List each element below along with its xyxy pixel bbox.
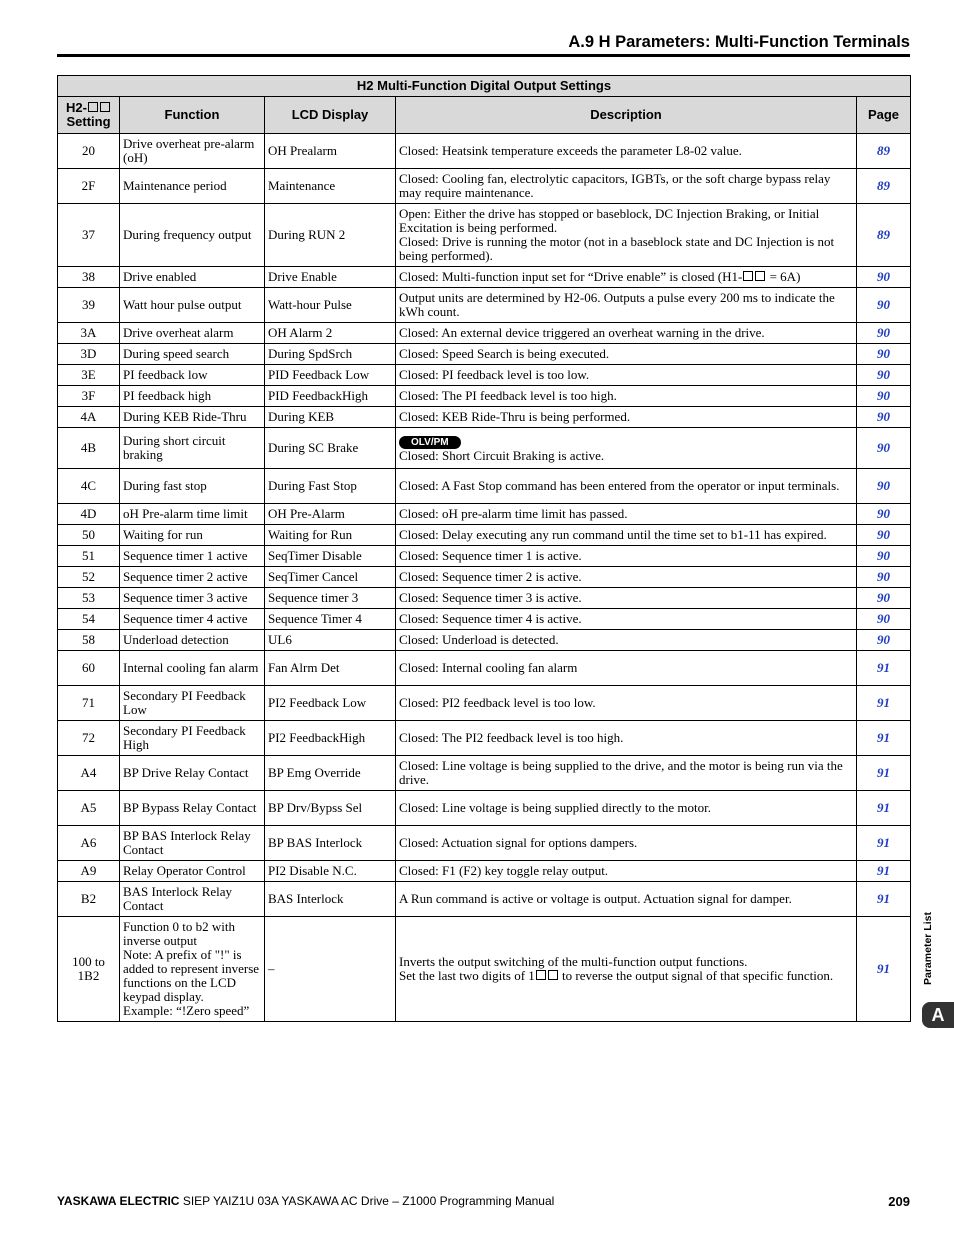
page-link[interactable]: 90 [857, 428, 911, 469]
description-cell: Closed: Sequence timer 3 is active. [396, 588, 857, 609]
function-cell: Drive overheat alarm [120, 323, 265, 344]
description-cell: Closed: Heatsink temperature exceeds the parameter L8-02 value. [396, 134, 857, 169]
table-row [58, 651, 911, 686]
page-link[interactable]: 91 [857, 756, 911, 791]
col-function: Function [120, 97, 265, 134]
lcd-cell: Waiting for Run [265, 525, 396, 546]
function-cell: Sequence timer 3 active [120, 588, 265, 609]
table-row [58, 204, 911, 267]
lcd-cell: During SpdSrch [265, 344, 396, 365]
function-cell: Relay Operator Control [120, 861, 265, 882]
page-link[interactable]: 91 [857, 791, 911, 826]
page-link[interactable]: 91 [857, 826, 911, 861]
function-cell: During fast stop [120, 469, 265, 504]
table-row [58, 267, 911, 288]
lcd-cell: SeqTimer Cancel [265, 567, 396, 588]
description-cell [396, 917, 857, 1022]
page-number: 209 [888, 1194, 910, 1209]
description-cell: Closed: The PI2 feedback level is too high. [396, 721, 857, 756]
page-link[interactable]: 90 [857, 588, 911, 609]
function-cell: Secondary PI Feedback High [120, 721, 265, 756]
description-cell: Closed: oH pre-alarm time limit has passed. [396, 504, 857, 525]
description-closed: Closed: Drive is running the motor (not in a baseblock state and DC Injection is not being performed). [399, 234, 835, 263]
table-row [58, 134, 911, 169]
description-cell: A Run command is active or voltage is output. Actuation signal for damper. [396, 882, 857, 917]
function-cell: Underload detection [120, 630, 265, 651]
setting-cell: 4A [58, 407, 120, 428]
setting-cell: 4D [58, 504, 120, 525]
description-cell: Closed: PI feedback level is too low. [396, 365, 857, 386]
lcd-cell: Fan Alrm Det [265, 651, 396, 686]
page-link[interactable]: 90 [857, 365, 911, 386]
page-link[interactable]: 91 [857, 721, 911, 756]
function-cell: BAS Interlock Relay Contact [120, 882, 265, 917]
table-row [58, 288, 911, 323]
setting-cell: A5 [58, 791, 120, 826]
function-cell [120, 917, 265, 1022]
setting-cell: A6 [58, 826, 120, 861]
function-cell: Maintenance period [120, 169, 265, 204]
page-link[interactable]: 90 [857, 567, 911, 588]
col-setting [58, 97, 120, 134]
footer-manual: SIEP YAIZ1U 03A YASKAWA AC Drive – Z1000 Programming Manual [182, 1194, 555, 1208]
description-cell: Closed: Cooling fan, electrolytic capacitors, IGBTs, or the soft charge bypass relay may require maintenance. [396, 169, 857, 204]
page-link[interactable]: 90 [857, 609, 911, 630]
page-link[interactable]: 90 [857, 469, 911, 504]
setting-cell: 51 [58, 546, 120, 567]
function-cell: Waiting for run [120, 525, 265, 546]
description-part: Closed: Multi-function input set for “Drive enable” is closed (H1- [399, 269, 743, 284]
function-cell: Drive enabled [120, 267, 265, 288]
lcd-cell: BP Emg Override [265, 756, 396, 791]
lcd-cell: PID FeedbackHigh [265, 386, 396, 407]
appendix-tab[interactable]: A [922, 1002, 954, 1028]
function-cell: During KEB Ride-Thru [120, 407, 265, 428]
placeholder-square-icon [100, 102, 110, 112]
placeholder-square-icon [743, 271, 753, 281]
description-open: Open: Either the drive has stopped or baseblock, DC Injection Braking, or Initial Excitation is being performed. [399, 206, 820, 235]
lcd-cell: BAS Interlock [265, 882, 396, 917]
table-row [58, 469, 911, 504]
table-row [58, 630, 911, 651]
setting-cell: 3D [58, 344, 120, 365]
table-row [58, 567, 911, 588]
function-cell: Secondary PI Feedback Low [120, 686, 265, 721]
lcd-cell: BP Drv/Bypss Sel [265, 791, 396, 826]
setting-cell: 4B [58, 428, 120, 469]
lcd-cell: Drive Enable [265, 267, 396, 288]
function-note: Note: A prefix of "!" is added to represent inverse functions on the LCD keypad display. [123, 947, 260, 1004]
lcd-cell: Watt-hour Pulse [265, 288, 396, 323]
setting-cell: 39 [58, 288, 120, 323]
description-cell: Closed: KEB Ride-Thru is being performed. [396, 407, 857, 428]
page-link[interactable]: 91 [857, 882, 911, 917]
setting-cell: 2F [58, 169, 120, 204]
page-footer [57, 1194, 910, 1208]
function-cell: Sequence timer 4 active [120, 609, 265, 630]
setting-cell: 53 [58, 588, 120, 609]
table-row [58, 882, 911, 917]
description-cell: Closed: Internal cooling fan alarm [396, 651, 857, 686]
table-row [58, 344, 911, 365]
function-text: Function 0 to b2 with inverse output [123, 919, 235, 948]
lcd-cell: During KEB [265, 407, 396, 428]
page-link[interactable]: 91 [857, 686, 911, 721]
lcd-cell: During RUN 2 [265, 204, 396, 267]
page-link[interactable]: 90 [857, 344, 911, 365]
function-cell: PI feedback low [120, 365, 265, 386]
lcd-cell: During SC Brake [265, 428, 396, 469]
lcd-cell: OH Pre-Alarm [265, 504, 396, 525]
description-cell: Closed: Delay executing any run command until the time set to b1-11 has expired. [396, 525, 857, 546]
lcd-cell: OH Prealarm [265, 134, 396, 169]
setting-cell: B2 [58, 882, 120, 917]
table-row [58, 756, 911, 791]
page-link[interactable]: 91 [857, 917, 911, 1022]
function-cell: BP Drive Relay Contact [120, 756, 265, 791]
function-cell: BP Bypass Relay Contact [120, 791, 265, 826]
description-cell: Closed: An external device triggered an overheat warning in the drive. [396, 323, 857, 344]
table-row [58, 365, 911, 386]
header-rule [57, 54, 910, 57]
table-row [58, 791, 911, 826]
table-row [58, 609, 911, 630]
table-row [58, 686, 911, 721]
footer-brand: YASKAWA ELECTRIC [57, 1194, 180, 1208]
function-cell: During short circuit braking [120, 428, 265, 469]
setting-cell: 50 [58, 525, 120, 546]
setting-cell: 37 [58, 204, 120, 267]
function-example: Example: “!Zero speed” [123, 1003, 250, 1018]
table-row [58, 917, 911, 1022]
placeholder-square-icon [88, 102, 98, 112]
lcd-cell: UL6 [265, 630, 396, 651]
page-link[interactable]: 90 [857, 504, 911, 525]
olv-pm-badge: OLV/PM [399, 436, 461, 449]
description-text: Inverts the output switching of the multi-function output functions. [399, 954, 748, 969]
h2-output-settings-table [57, 75, 911, 1022]
description-cell: Closed: F1 (F2) key toggle relay output. [396, 861, 857, 882]
col-page: Page [857, 97, 911, 134]
table-row [58, 504, 911, 525]
setting-cell: 60 [58, 651, 120, 686]
setting-cell: 20 [58, 134, 120, 169]
lcd-cell: During Fast Stop [265, 469, 396, 504]
function-cell: Internal cooling fan alarm [120, 651, 265, 686]
setting-cell: 3A [58, 323, 120, 344]
page-link[interactable]: 90 [857, 630, 911, 651]
setting-cell: A9 [58, 861, 120, 882]
description-cell [396, 267, 857, 288]
lcd-cell: Sequence Timer 4 [265, 609, 396, 630]
lcd-cell: PI2 Feedback Low [265, 686, 396, 721]
description-cell: Closed: PI2 feedback level is too low. [396, 686, 857, 721]
description-cell: Output units are determined by H2-06. Outputs a pulse every 200 ms to indicate the kWh count. [396, 288, 857, 323]
lcd-cell: PI2 FeedbackHigh [265, 721, 396, 756]
description-text: Closed: Short Circuit Braking is active. [399, 447, 605, 463]
table-row [58, 721, 911, 756]
description-cell: Closed: Line voltage is being supplied directly to the motor. [396, 791, 857, 826]
description-cell: Closed: The PI feedback level is too high. [396, 386, 857, 407]
page-link[interactable]: 89 [857, 169, 911, 204]
setting-suffix: Setting [66, 114, 111, 129]
section-title: A.9 H Parameters: Multi-Function Terminals [568, 33, 910, 51]
function-cell: Watt hour pulse output [120, 288, 265, 323]
setting-cell: A4 [58, 756, 120, 791]
description-cell: Closed: Line voltage is being supplied to the drive, and the motor is being run via the drive. [396, 756, 857, 791]
table-row [58, 588, 911, 609]
table-row [58, 525, 911, 546]
description-part: to reverse the output signal of that specific function. [558, 968, 834, 983]
table-row [58, 386, 911, 407]
setting-cell: 3F [58, 386, 120, 407]
table-caption: H2 Multi-Function Digital Output Settings [58, 76, 911, 97]
lcd-cell: SeqTimer Disable [265, 546, 396, 567]
setting-cell: 4C [58, 469, 120, 504]
table-row [58, 826, 911, 861]
page-link[interactable]: 90 [857, 323, 911, 344]
function-cell: BP BAS Interlock Relay Contact [120, 826, 265, 861]
page-link[interactable]: 90 [857, 407, 911, 428]
table-row [58, 428, 911, 469]
description-cell [396, 204, 857, 267]
description-part: = 6A) [766, 269, 801, 284]
lcd-cell: Sequence timer 3 [265, 588, 396, 609]
page-link[interactable]: 90 [857, 267, 911, 288]
description-cell: Closed: A Fast Stop command has been entered from the operator or input terminals. [396, 469, 857, 504]
table-row [58, 546, 911, 567]
description-cell: Closed: Sequence timer 4 is active. [396, 609, 857, 630]
description-cell: Closed: Underload is detected. [396, 630, 857, 651]
table-row [58, 861, 911, 882]
table-row [58, 169, 911, 204]
col-description: Description [396, 97, 857, 134]
page-link[interactable]: 89 [857, 134, 911, 169]
setting-cell: 54 [58, 609, 120, 630]
function-cell: oH Pre-alarm time limit [120, 504, 265, 525]
function-cell: PI feedback high [120, 386, 265, 407]
description-cell: Closed: Speed Search is being executed. [396, 344, 857, 365]
description-cell [396, 428, 857, 469]
function-cell: During frequency output [120, 204, 265, 267]
lcd-cell: – [265, 917, 396, 1022]
description-cell: Closed: Sequence timer 2 is active. [396, 567, 857, 588]
lcd-cell: PI2 Disable N.C. [265, 861, 396, 882]
setting-cell: 71 [58, 686, 120, 721]
description-part: Set the last two digits of 1 [399, 968, 535, 983]
page-link[interactable]: 91 [857, 651, 911, 686]
setting-cell: 52 [58, 567, 120, 588]
description-text-2 [399, 969, 853, 983]
col-lcd-display: LCD Display [265, 97, 396, 134]
placeholder-square-icon [548, 970, 558, 980]
placeholder-square-icon [755, 271, 765, 281]
setting-prefix: H2- [66, 100, 87, 115]
setting-cell: 58 [58, 630, 120, 651]
side-tab-label: Parameter List [922, 912, 934, 985]
lcd-cell: OH Alarm 2 [265, 323, 396, 344]
function-cell: During speed search [120, 344, 265, 365]
placeholder-square-icon [536, 970, 546, 980]
setting-cell: 72 [58, 721, 120, 756]
lcd-cell: Maintenance [265, 169, 396, 204]
page-link[interactable]: 90 [857, 525, 911, 546]
page-link[interactable]: 90 [857, 288, 911, 323]
page-link[interactable]: 89 [857, 204, 911, 267]
setting-cell: 3E [58, 365, 120, 386]
description-cell: Closed: Actuation signal for options dampers. [396, 826, 857, 861]
setting-cell: 100 to 1B2 [58, 917, 120, 1022]
function-cell: Sequence timer 2 active [120, 567, 265, 588]
page-link[interactable]: 90 [857, 546, 911, 567]
table-row [58, 407, 911, 428]
page-link[interactable]: 91 [857, 861, 911, 882]
table-row [58, 323, 911, 344]
function-cell: Sequence timer 1 active [120, 546, 265, 567]
function-cell: Drive overheat pre-alarm (oH) [120, 134, 265, 169]
page-link[interactable]: 90 [857, 386, 911, 407]
lcd-cell: PID Feedback Low [265, 365, 396, 386]
setting-cell: 38 [58, 267, 120, 288]
description-cell: Closed: Sequence timer 1 is active. [396, 546, 857, 567]
lcd-cell: BP BAS Interlock [265, 826, 396, 861]
